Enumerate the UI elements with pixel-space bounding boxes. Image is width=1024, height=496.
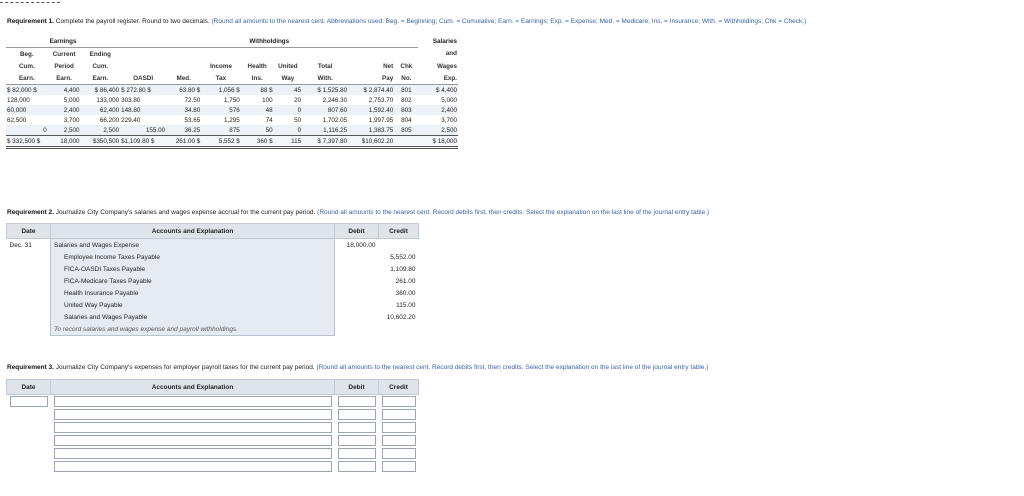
account-select[interactable] xyxy=(54,422,332,433)
cell: $ 86,400 xyxy=(81,85,121,96)
cell: $ 2,874.40 xyxy=(348,85,394,96)
credit-input[interactable] xyxy=(382,448,416,459)
col-h2-period: Period xyxy=(54,62,74,70)
journal-row xyxy=(7,299,419,311)
credit-amount[interactable]: 1,109.80 xyxy=(390,265,416,273)
payroll-register xyxy=(6,36,458,149)
explanation-row xyxy=(7,323,419,336)
col-credit: Credit xyxy=(379,224,419,239)
table-row xyxy=(6,95,458,105)
cell: 60,000 xyxy=(6,105,48,115)
journal-row xyxy=(7,251,419,263)
col-h3-ins: Ins. xyxy=(241,72,274,85)
journal-row xyxy=(7,395,419,409)
cell: 48 xyxy=(241,105,274,115)
cell: 229.40 xyxy=(121,116,141,124)
account-select[interactable]: FICA-OASDI Taxes Payable xyxy=(51,263,335,275)
col-h3-tax: Tax xyxy=(201,72,240,85)
journal-table-req3 xyxy=(6,379,419,473)
col-h1-beg: Beg. xyxy=(20,50,34,58)
col-h2-total: Total xyxy=(317,62,333,70)
entry-date: Dec. 31 xyxy=(9,241,32,249)
salaries-header-2: and xyxy=(445,50,457,58)
cell: 802 xyxy=(401,96,412,104)
header-row-2 xyxy=(6,60,458,72)
cell: 5,000 xyxy=(63,96,80,104)
cell: 62,400 xyxy=(81,105,121,115)
debit-amount[interactable] xyxy=(335,263,379,275)
cell: 63.80 $ xyxy=(166,85,201,96)
debit-amount[interactable] xyxy=(335,287,379,299)
credit-amount[interactable]: 115.00 xyxy=(396,301,416,309)
cell: 34.80 xyxy=(166,105,201,115)
cell: 801 xyxy=(394,85,418,96)
salaries-header-3: Wages xyxy=(436,62,457,70)
total-cell: $1,109.80 $ xyxy=(120,136,166,148)
cell: $ 272.80 $ xyxy=(120,85,166,96)
cell: $ 4,400 xyxy=(418,85,458,96)
total-cell: $ 18,000 xyxy=(418,136,458,148)
cell: 1,702.05 xyxy=(322,116,348,124)
table-row xyxy=(6,125,458,136)
journal-row xyxy=(7,447,419,460)
requirement-2-label: Requirement 2. xyxy=(7,209,54,216)
journal-table-req2 xyxy=(6,223,419,336)
requirement-1-instruction xyxy=(7,18,806,25)
requirement-3-text: Journalize City Company's expenses for employer payroll taxes for the current pay period. xyxy=(55,364,315,371)
total-cell: 18,000 xyxy=(48,136,81,148)
col-accounts: Accounts and Explanation xyxy=(51,224,335,239)
cell: 303.80 xyxy=(121,96,141,104)
total-cell xyxy=(394,136,418,148)
cell: 1,997.95 xyxy=(368,116,394,124)
credit-amount[interactable]: 360.00 xyxy=(395,289,416,297)
debit-amount[interactable] xyxy=(335,275,379,287)
requirement-1-hint: (Round all amounts to the nearest cent. Abbreviations used: Beg. = Beginning; Cum. = Cumulative; Earn. = Earnings; Exp. = Expense; Med. = Medicare; Ins. = Insurance; With. = Withholdings; Chk = Check.) xyxy=(211,18,807,25)
col-debit: Debit xyxy=(335,224,379,239)
table-row xyxy=(6,85,458,96)
journal-row xyxy=(7,421,419,434)
debit-input[interactable] xyxy=(338,461,376,472)
header-row-3 xyxy=(6,72,458,85)
col-accounts: Accounts and Explanation xyxy=(51,380,335,395)
cell: 2,500 xyxy=(48,125,81,136)
cell: 2,753.70 xyxy=(368,96,394,104)
cell: 128,000 xyxy=(7,96,30,104)
journal-row xyxy=(7,460,419,473)
cell: 1,116.25 xyxy=(302,125,348,136)
cell: 1,750 xyxy=(223,96,240,104)
withholdings-group-label: Withholdings xyxy=(120,36,418,48)
total-cell: 360 $ xyxy=(241,136,274,148)
col-h2-chk: Chk xyxy=(400,62,413,70)
cell: 133,000 xyxy=(96,96,120,104)
top-link-underline xyxy=(0,0,60,3)
col-date: Date xyxy=(7,224,51,239)
total-cell: 5,552 $ xyxy=(201,136,240,148)
journal-row xyxy=(7,408,419,421)
col-credit: Credit xyxy=(379,380,419,395)
group-header-row xyxy=(6,36,458,48)
col-debit: Debit xyxy=(335,380,379,395)
account-select[interactable]: FICA-Medicare Taxes Payable xyxy=(51,275,335,287)
col-h3-earn-beg: Earn. xyxy=(6,72,48,85)
col-h2-cum: Cum. xyxy=(18,62,35,70)
col-h2-health: Health xyxy=(247,62,267,70)
account-select[interactable] xyxy=(54,435,332,446)
col-h2-income: Income xyxy=(209,62,232,70)
cell: 4,400 xyxy=(48,85,81,96)
credit-amount[interactable]: 10,602.20 xyxy=(386,313,416,321)
cell: 2,400 xyxy=(48,105,81,115)
cell: 576 xyxy=(201,105,240,115)
salaries-header-4: Exp. xyxy=(418,72,458,85)
account-select[interactable] xyxy=(54,448,332,459)
cell: 1,592.40 xyxy=(348,105,394,115)
requirement-3-instruction xyxy=(7,364,708,371)
cell: 45 xyxy=(274,85,303,96)
cell: 72.50 xyxy=(184,96,201,104)
credit-amount[interactable]: 261.00 xyxy=(395,277,416,285)
debit-amount[interactable] xyxy=(335,299,379,311)
cell: 53.65 xyxy=(184,116,201,124)
cell: 2,500 xyxy=(81,125,121,136)
explanation-select[interactable]: To record salaries and wages expense and payroll withholdings. xyxy=(51,323,335,336)
col-h3-earn-ending: Earn. xyxy=(81,72,121,85)
journal-row xyxy=(7,311,419,323)
cell: 5,000 xyxy=(441,96,457,104)
cell: 20 xyxy=(294,96,302,104)
total-cell: $ 332,500 $ xyxy=(6,136,48,148)
cell: 3,700 xyxy=(441,116,457,124)
cell: 66,200 xyxy=(99,116,120,124)
requirement-2-instruction xyxy=(7,209,709,216)
date-select[interactable] xyxy=(10,396,48,407)
col-h2-cum-end: Cum. xyxy=(92,62,109,70)
debit-input[interactable] xyxy=(338,409,376,420)
requirement-1-text: Complete the payroll register. Round to two decimals. xyxy=(55,18,210,25)
cell: 2,400 xyxy=(418,105,458,115)
cell: 50 xyxy=(241,125,274,136)
account-select[interactable]: Health Insurance Payable xyxy=(51,287,335,299)
cell: 2,246.30 xyxy=(322,96,348,104)
col-h3-pay: Pay xyxy=(348,72,394,85)
col-h3-earn-current: Earn. xyxy=(48,72,81,85)
cell: 36.25 xyxy=(166,125,201,136)
credit-amount[interactable]: 5,552.00 xyxy=(390,253,416,261)
debit-amount[interactable] xyxy=(335,311,379,323)
credit-input[interactable] xyxy=(382,409,416,420)
table-row xyxy=(6,115,458,125)
earnings-group-label: Earnings xyxy=(6,36,120,48)
account-select[interactable]: Employee Income Taxes Payable xyxy=(51,251,335,263)
col-h3-with: With. xyxy=(302,72,348,85)
account-select[interactable] xyxy=(54,396,332,407)
cell: 0 xyxy=(274,105,303,115)
cell: 148.80 xyxy=(120,105,166,115)
credit-input[interactable] xyxy=(382,461,416,472)
debit-input[interactable] xyxy=(338,422,376,433)
col-h3-no: No. xyxy=(394,72,418,85)
cell: 807.60 xyxy=(302,105,348,115)
credit-amount[interactable] xyxy=(379,239,419,252)
cell: 74 xyxy=(265,116,273,124)
total-cell: $350,500 xyxy=(81,136,121,148)
account-select[interactable]: United Way Payable xyxy=(51,299,335,311)
requirement-1-label: Requirement 1. xyxy=(7,18,54,25)
debit-input[interactable] xyxy=(338,435,376,446)
header-row-1 xyxy=(6,48,458,61)
total-cell: $ 7,397.80 xyxy=(302,136,348,148)
cell: 1,295 xyxy=(223,116,240,124)
account-select[interactable]: Salaries and Wages Payable xyxy=(51,311,335,323)
debit-amount[interactable] xyxy=(335,251,379,263)
journal-row xyxy=(7,287,419,299)
col-h2-net: Net xyxy=(383,62,394,70)
debit-input[interactable] xyxy=(338,396,376,407)
cell: 2,500 xyxy=(418,125,458,136)
requirement-3-hint: (Round all amounts to the nearest cent. Record debits first, then credits. Select the explanation on the last line of the journal entry table.) xyxy=(316,364,709,371)
cell: 62,500 xyxy=(7,116,27,124)
salaries-header-1: Salaries xyxy=(432,38,457,46)
debit-input[interactable] xyxy=(338,448,376,459)
requirement-3-label: Requirement 3. xyxy=(7,364,54,371)
journal-row xyxy=(7,434,419,447)
total-cell: 261.00 $ xyxy=(166,136,201,148)
col-h1-current: Current xyxy=(52,50,76,58)
cell: 3,700 xyxy=(63,116,80,124)
credit-input[interactable] xyxy=(382,396,416,407)
journal-row xyxy=(7,275,419,287)
col-h2-united: United xyxy=(278,62,298,70)
table-row xyxy=(6,105,458,115)
col-h1-ending: Ending xyxy=(89,50,111,58)
account-select[interactable]: Salaries and Wages Expense xyxy=(51,239,335,252)
cell: 803 xyxy=(394,105,418,115)
requirement-2-text: Journalize City Company's salaries and wages expense accrual for the current pay period. xyxy=(55,209,316,216)
col-h3-med: Med. xyxy=(166,72,201,85)
credit-input[interactable] xyxy=(382,435,416,446)
col-date: Date xyxy=(7,380,51,395)
col-h3-way: Way xyxy=(274,72,303,85)
account-select[interactable] xyxy=(54,409,332,420)
cell: 50 xyxy=(294,116,302,124)
debit-amount[interactable]: 18,000.00 xyxy=(346,241,376,249)
cell: 0 xyxy=(6,125,48,136)
total-cell: $10,602.20 xyxy=(348,136,394,148)
totals-row xyxy=(6,136,458,148)
cell: $ 82,000 $ xyxy=(6,85,48,96)
cell: 88 $ xyxy=(241,85,274,96)
total-cell: 115 xyxy=(274,136,303,148)
cell: 100 xyxy=(262,96,273,104)
account-select[interactable] xyxy=(54,461,332,472)
cell: 804 xyxy=(401,116,412,124)
cell: $ 1,525.80 xyxy=(302,85,348,96)
journal-row xyxy=(7,263,419,275)
journal-row xyxy=(7,239,419,252)
credit-input[interactable] xyxy=(382,422,416,433)
cell: 0 xyxy=(274,125,303,136)
cell: 875 xyxy=(201,125,240,136)
cell: 155.00 xyxy=(120,125,166,136)
col-h3-oasdi: OASDI xyxy=(120,72,166,85)
requirement-2-hint: (Round all amounts to the nearest cent. Record debits first, then credits. Select the explanation on the last line of the journal entry table.) xyxy=(317,209,710,216)
cell: 1,383.75 xyxy=(348,125,394,136)
cell: 805 xyxy=(394,125,418,136)
cell: 1,056 $ xyxy=(201,85,240,96)
